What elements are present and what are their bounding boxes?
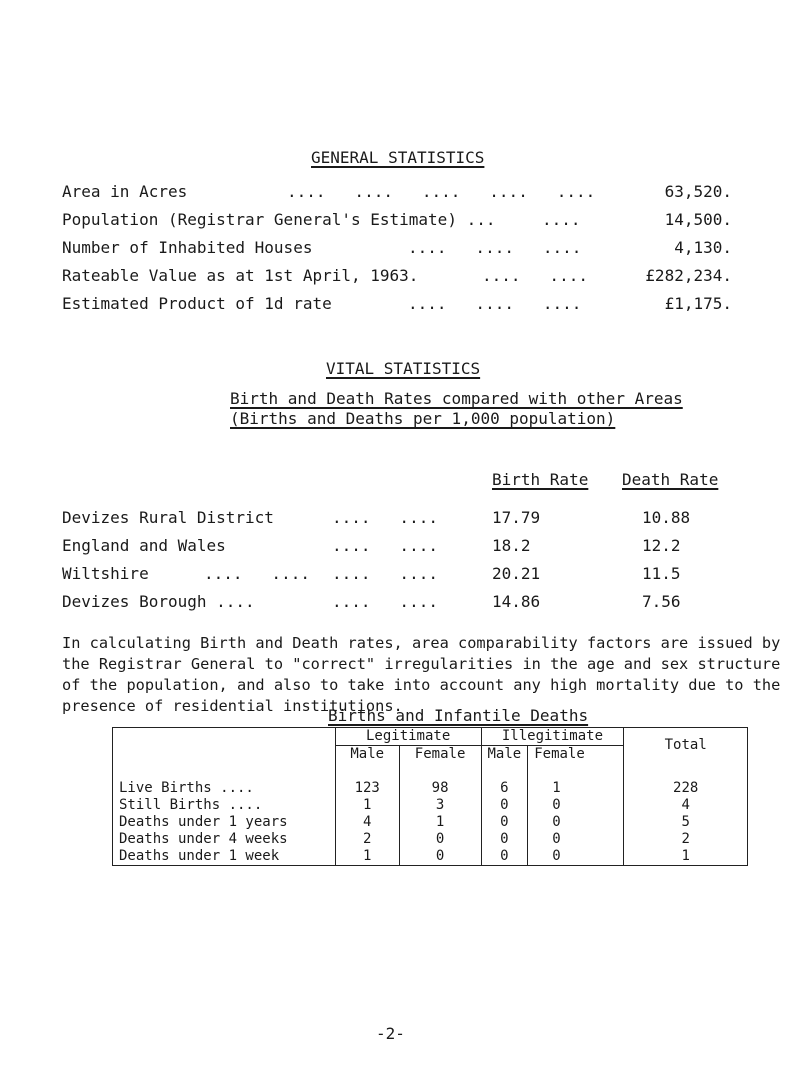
table-corner — [113, 728, 336, 746]
table-row — [113, 848, 748, 866]
leader-dots: .... .... — [332, 508, 438, 527]
illegit-female-header: Female — [528, 746, 624, 764]
cell-total: 1 — [624, 848, 748, 866]
leader-dots: .... — [542, 210, 581, 229]
general-stat-value: £282,234. — [645, 266, 732, 285]
cell-total: 5 — [624, 814, 748, 831]
rate-area-label: Devizes Rural District — [62, 508, 274, 527]
general-stat-row — [62, 182, 732, 204]
row-label: Still Births .... — [113, 797, 336, 814]
illegit-male-header: Male — [481, 746, 528, 764]
death-rate-value: 11.5 — [642, 564, 681, 583]
death-rate-value: 12.2 — [642, 536, 681, 555]
cell-if: 0 — [528, 848, 624, 866]
row-label: Deaths under 1 week — [113, 848, 336, 866]
rates-subtitle: (Births and Deaths per 1,000 population) — [230, 409, 616, 428]
general-stat-label: Area in Acres — [62, 182, 188, 201]
cell-lf: 98 — [399, 780, 481, 797]
rate-row — [62, 592, 722, 614]
general-stat-value: £1,175. — [664, 294, 732, 313]
rate-area-label: England and Wales — [62, 536, 226, 555]
cell-im: 0 — [481, 814, 528, 831]
row-label: Live Births .... — [113, 780, 336, 797]
cell-lm: 123 — [335, 780, 399, 797]
cell-if: 0 — [528, 831, 624, 848]
cell-im: 6 — [481, 780, 528, 797]
cell-lm: 1 — [335, 848, 399, 866]
total-header: Total — [624, 728, 748, 764]
illegitimate-header: Illegitimate — [481, 728, 624, 746]
table-row — [113, 780, 748, 797]
general-stat-row — [62, 294, 732, 316]
leader-dots: .... .... — [204, 564, 310, 583]
births-title: Births and Infantile Deaths — [328, 706, 589, 725]
table-row — [113, 814, 748, 831]
general-stat-row — [62, 266, 732, 288]
leader-dots: .... .... .... — [408, 238, 582, 257]
birth-rate-value: 14.86 — [492, 592, 541, 611]
general-stat-label: Rateable Value as at 1st April, 1963. — [62, 266, 419, 285]
table-spacer — [113, 746, 336, 764]
page-number: -2- — [376, 1024, 405, 1043]
rate-area-label: Devizes Borough .... — [62, 592, 255, 611]
cell-lm: 2 — [335, 831, 399, 848]
cell-if: 0 — [528, 814, 624, 831]
legit-female-header: Female — [399, 746, 481, 764]
row-label: Deaths under 1 years — [113, 814, 336, 831]
cell-lf: 3 — [399, 797, 481, 814]
leader-dots: .... .... .... .... .... — [287, 182, 596, 201]
legit-male-header: Male — [335, 746, 399, 764]
birth-rate-header: Birth Rate — [492, 470, 589, 489]
general-stat-value: 4,130. — [674, 238, 732, 257]
leader-dots: .... .... — [332, 564, 438, 583]
cell-if: 0 — [528, 797, 624, 814]
vital-statistics-title: VITAL STATISTICS — [326, 359, 481, 378]
cell-im: 0 — [481, 831, 528, 848]
table-row — [113, 831, 748, 848]
row-label: Deaths under 4 weeks — [113, 831, 336, 848]
cell-lf: 0 — [399, 831, 481, 848]
rate-row — [62, 536, 722, 558]
cell-lf: 0 — [399, 848, 481, 866]
leader-dots: .... .... .... — [408, 294, 582, 313]
leader-dots: .... .... — [332, 592, 438, 611]
cell-total: 228 — [624, 780, 748, 797]
rate-row — [62, 508, 722, 530]
rate-row — [62, 564, 722, 586]
birth-rate-value: 20.21 — [492, 564, 541, 583]
table-row — [113, 797, 748, 814]
general-stat-label: Number of Inhabited Houses — [62, 238, 313, 257]
general-stat-value: 63,520. — [664, 182, 732, 201]
general-stat-row — [62, 238, 732, 260]
cell-lf: 1 — [399, 814, 481, 831]
cell-if: 1 — [528, 780, 624, 797]
birth-rate-value: 17.79 — [492, 508, 541, 527]
cell-total: 4 — [624, 797, 748, 814]
birth-rate-value: 18.2 — [492, 536, 531, 555]
leader-dots: .... .... — [332, 536, 438, 555]
births-infantile-deaths-table — [112, 727, 748, 866]
general-statistics-title: GENERAL STATISTICS — [311, 148, 485, 167]
death-rate-header: Death Rate — [622, 470, 719, 489]
death-rate-value: 10.88 — [642, 508, 691, 527]
cell-total: 2 — [624, 831, 748, 848]
cell-im: 0 — [481, 848, 528, 866]
rate-area-label: Wiltshire — [62, 564, 149, 583]
death-rate-value: 7.56 — [642, 592, 681, 611]
general-stat-label: Population (Registrar General's Estimate) ... — [62, 210, 496, 229]
rates-title: Birth and Death Rates compared with other Areas — [230, 389, 683, 408]
general-stat-row — [62, 210, 732, 232]
cell-lm: 1 — [335, 797, 399, 814]
comparability-paragraph: In calculating Birth and Death rates, area comparability factors are issued by the Registrar General to "correct" irregularities in the age and sex structure of the population, and also to take into account any high mortality due to the presence of residential institutions. — [62, 634, 781, 715]
cell-lm: 4 — [335, 814, 399, 831]
general-stat-label: Estimated Product of 1d rate — [62, 294, 332, 313]
cell-im: 0 — [481, 797, 528, 814]
leader-dots: .... .... — [482, 266, 588, 285]
general-stat-value: 14,500. — [664, 210, 732, 229]
legitimate-header: Legitimate — [335, 728, 481, 746]
